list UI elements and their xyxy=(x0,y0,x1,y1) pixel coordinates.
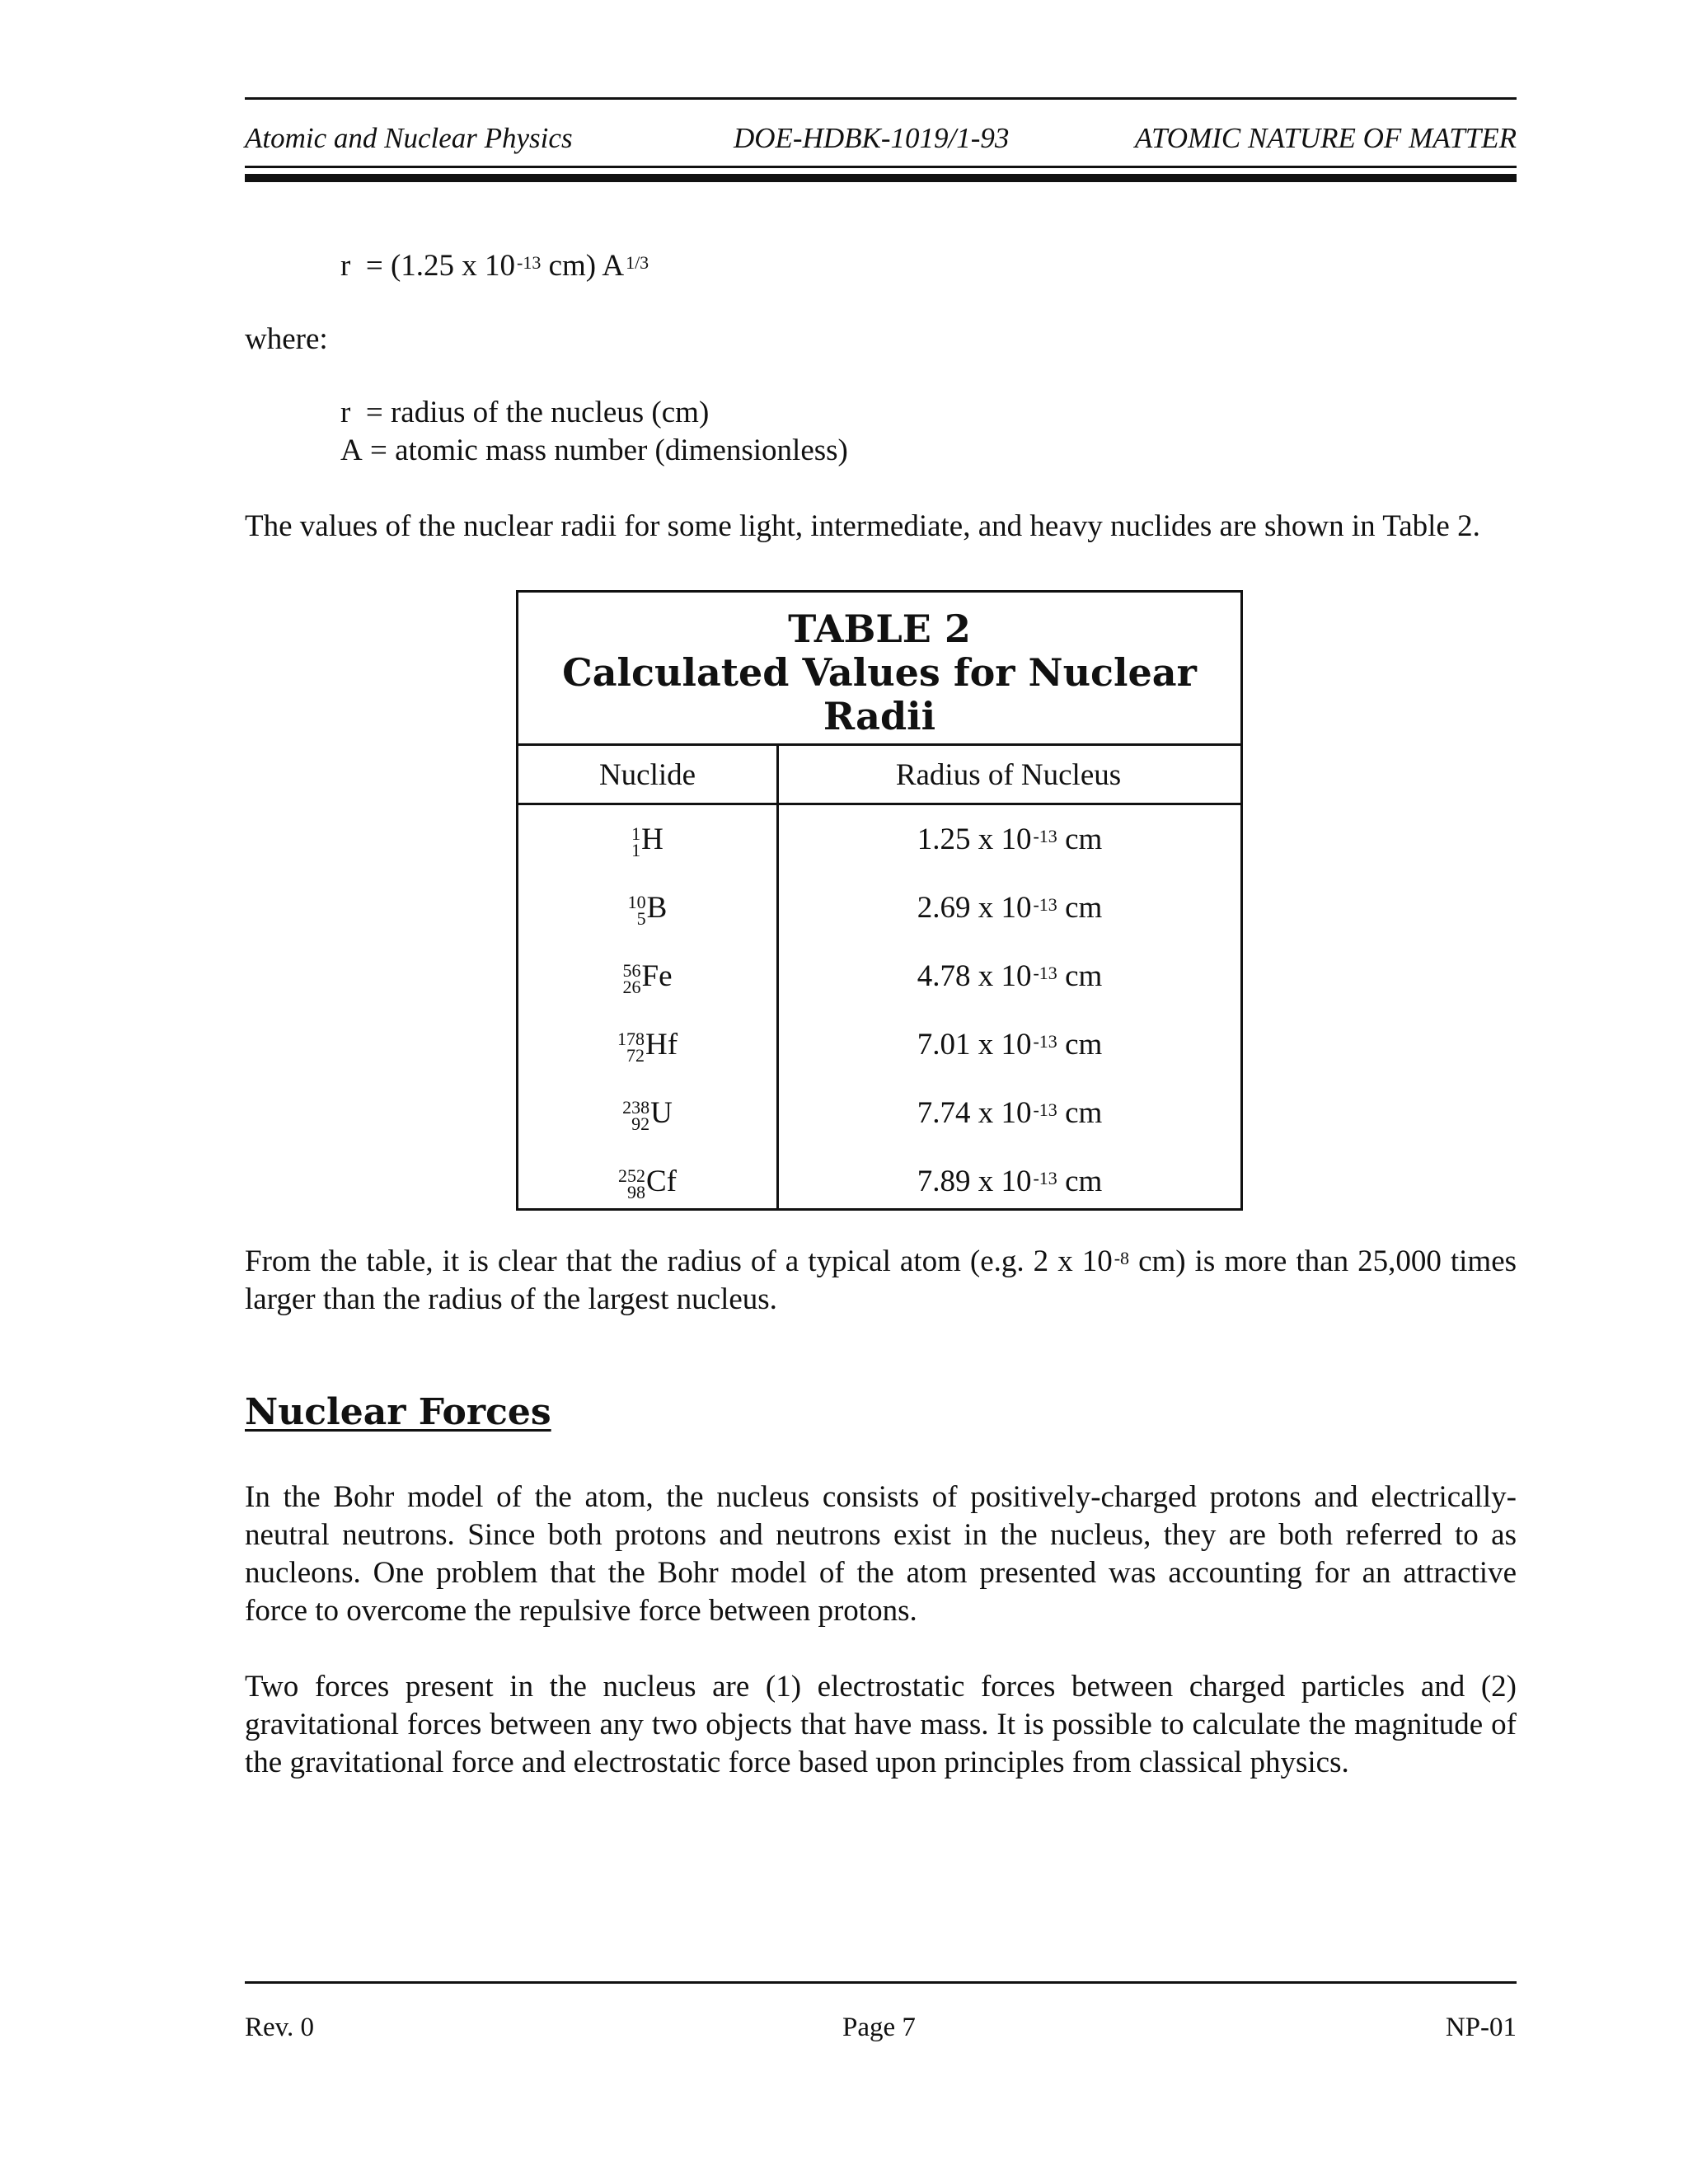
nuclear-radii-table xyxy=(516,590,1243,1211)
table-title xyxy=(518,593,1240,746)
equation-rhs-prefix: = (1.25 x 10 xyxy=(365,249,516,283)
intro-paragraph: The values of the nuclear radii for some light, intermediate, and heavy nuclides are shown in Table 2. xyxy=(245,509,1480,543)
radius-unit: cm xyxy=(1065,1096,1103,1130)
radius-cell xyxy=(779,942,1240,1010)
table-row xyxy=(518,874,1240,942)
table-row xyxy=(518,1010,1240,1079)
equation-exponent: -13 xyxy=(517,252,542,273)
header-left-title: Atomic and Nuclear Physics xyxy=(245,122,573,154)
isotope-numbers xyxy=(622,959,641,997)
after-table-text-2: cm) is more than 25,000 times larger than the radius of the largest nucleus. xyxy=(245,1244,1517,1316)
radius-cell xyxy=(779,1079,1240,1147)
nuclide-cell xyxy=(518,874,776,942)
radius-cell xyxy=(779,1010,1240,1079)
atomic-number: 98 xyxy=(627,1181,645,1202)
footer-module-id: NP-01 xyxy=(1445,2013,1517,2042)
isotope-numbers xyxy=(627,891,646,929)
equation-lhs: r xyxy=(340,249,351,283)
radius-unit: cm xyxy=(1065,823,1103,856)
header-document-id: DOE-HDBK-1019/1-93 xyxy=(734,122,1010,154)
element-symbol: B xyxy=(646,891,668,925)
table-title-line-2: Calculated Values for Nuclear xyxy=(562,650,1197,695)
where-label: where: xyxy=(245,322,328,356)
header-bottom-rule-thin xyxy=(245,166,1517,168)
definition-symbol: r xyxy=(340,396,351,429)
mass-number: 238 xyxy=(622,1096,650,1118)
element-symbol: H xyxy=(641,823,663,856)
radius-equation xyxy=(340,247,649,285)
definition-r xyxy=(340,394,709,432)
mass-number: 252 xyxy=(618,1165,645,1186)
radius-cell xyxy=(779,874,1240,942)
table-title-line-1: TABLE 2 xyxy=(788,607,971,651)
element-symbol: Cf xyxy=(646,1165,677,1198)
element-symbol: Hf xyxy=(645,1028,678,1062)
isotope-numbers xyxy=(622,1096,650,1134)
table-row xyxy=(518,942,1240,1010)
element-symbol: U xyxy=(650,1096,673,1130)
mass-number: 56 xyxy=(622,959,641,981)
table-row xyxy=(518,805,1240,874)
radius-mantissa: 7.74 x 10 xyxy=(917,1096,1032,1130)
radius-exponent: -13 xyxy=(1033,1099,1057,1120)
definition-symbol: A xyxy=(340,434,363,467)
nuclide-cell xyxy=(518,942,776,1010)
mass-number: 178 xyxy=(617,1028,645,1049)
radius-mantissa: 7.89 x 10 xyxy=(917,1165,1032,1198)
isotope-numbers xyxy=(631,823,641,860)
radius-unit: cm xyxy=(1065,1028,1103,1062)
radius-exponent: -13 xyxy=(1033,826,1057,846)
equation-power: 1/3 xyxy=(626,252,649,273)
radius-mantissa: 7.01 x 10 xyxy=(917,1028,1032,1062)
definition-text: = radius of the nucleus (cm) xyxy=(365,396,710,429)
radius-mantissa: 2.69 x 10 xyxy=(917,891,1032,925)
table-row xyxy=(518,1079,1240,1147)
paragraph-two-forces: Two forces present in the nucleus are (1) electrostatic forces between charged particles and (2) gravitational forces between any two objects that have mass. It is possible to calculate the magnitude of the gravitational force and electrostatic force based upon principles from classical physics. xyxy=(245,1670,1517,1779)
paragraph-bohr-model: In the Bohr model of the atom, the nucleus consists of positively-charged protons and electrically-neutral neutrons. Since both protons and neutrons exist in the nucleus, they are both referred to as nucleons. One problem that the Bohr model of the atom presented was accounting for an attractive force to overcome the repulsive force between protons. xyxy=(245,1480,1517,1628)
radius-mantissa: 1.25 x 10 xyxy=(917,823,1032,856)
after-table-text-1: From the table, it is clear that the radius of a typical atom (e.g. 2 x 10 xyxy=(245,1244,1113,1278)
table-title-line-3: Radii xyxy=(823,694,936,738)
radius-mantissa: 4.78 x 10 xyxy=(917,959,1032,993)
definition-text: = atomic mass number (dimensionless) xyxy=(369,434,848,467)
equation-rhs-mid: cm) A xyxy=(548,249,625,283)
radius-cell xyxy=(779,805,1240,874)
element-symbol: Fe xyxy=(641,959,673,993)
header-bottom-rule-thick xyxy=(245,174,1517,182)
atomic-number: 1 xyxy=(631,839,641,860)
header-right-title: ATOMIC NATURE OF MATTER xyxy=(1134,122,1517,154)
radius-unit: cm xyxy=(1065,959,1103,993)
nuclide-cell xyxy=(518,805,776,874)
radius-exponent: -13 xyxy=(1033,1168,1057,1188)
footer-revision: Rev. 0 xyxy=(245,2013,315,2042)
mass-number: 1 xyxy=(631,823,641,844)
nuclide-cell xyxy=(518,1079,776,1147)
radius-exponent: -13 xyxy=(1033,963,1057,983)
definition-a xyxy=(340,432,848,470)
radius-cell xyxy=(779,1147,1240,1216)
isotope-numbers xyxy=(618,1165,645,1202)
radius-unit: cm xyxy=(1065,1165,1103,1198)
column-header-nuclide: Nuclide xyxy=(518,746,776,805)
after-table-paragraph xyxy=(245,1243,1517,1319)
atomic-number: 92 xyxy=(631,1113,650,1134)
nuclide-cell xyxy=(518,1147,776,1216)
after-table-exponent: -8 xyxy=(1114,1248,1130,1268)
atomic-number: 5 xyxy=(636,907,646,929)
atomic-number: 26 xyxy=(622,976,641,997)
footer-page-number: Page 7 xyxy=(842,2013,916,2042)
footer-rule xyxy=(245,1981,1517,1984)
isotope-numbers xyxy=(617,1028,645,1066)
table-row xyxy=(518,1147,1240,1216)
mass-number: 10 xyxy=(627,891,646,912)
radius-exponent: -13 xyxy=(1033,894,1057,915)
radius-exponent: -13 xyxy=(1033,1031,1057,1052)
header-top-rule xyxy=(245,97,1517,100)
radius-unit: cm xyxy=(1065,891,1103,925)
atomic-number: 72 xyxy=(626,1044,645,1066)
column-header-radius: Radius of Nucleus xyxy=(776,746,1240,805)
nuclide-cell xyxy=(518,1010,776,1079)
section-heading: Nuclear Forces xyxy=(245,1391,551,1433)
